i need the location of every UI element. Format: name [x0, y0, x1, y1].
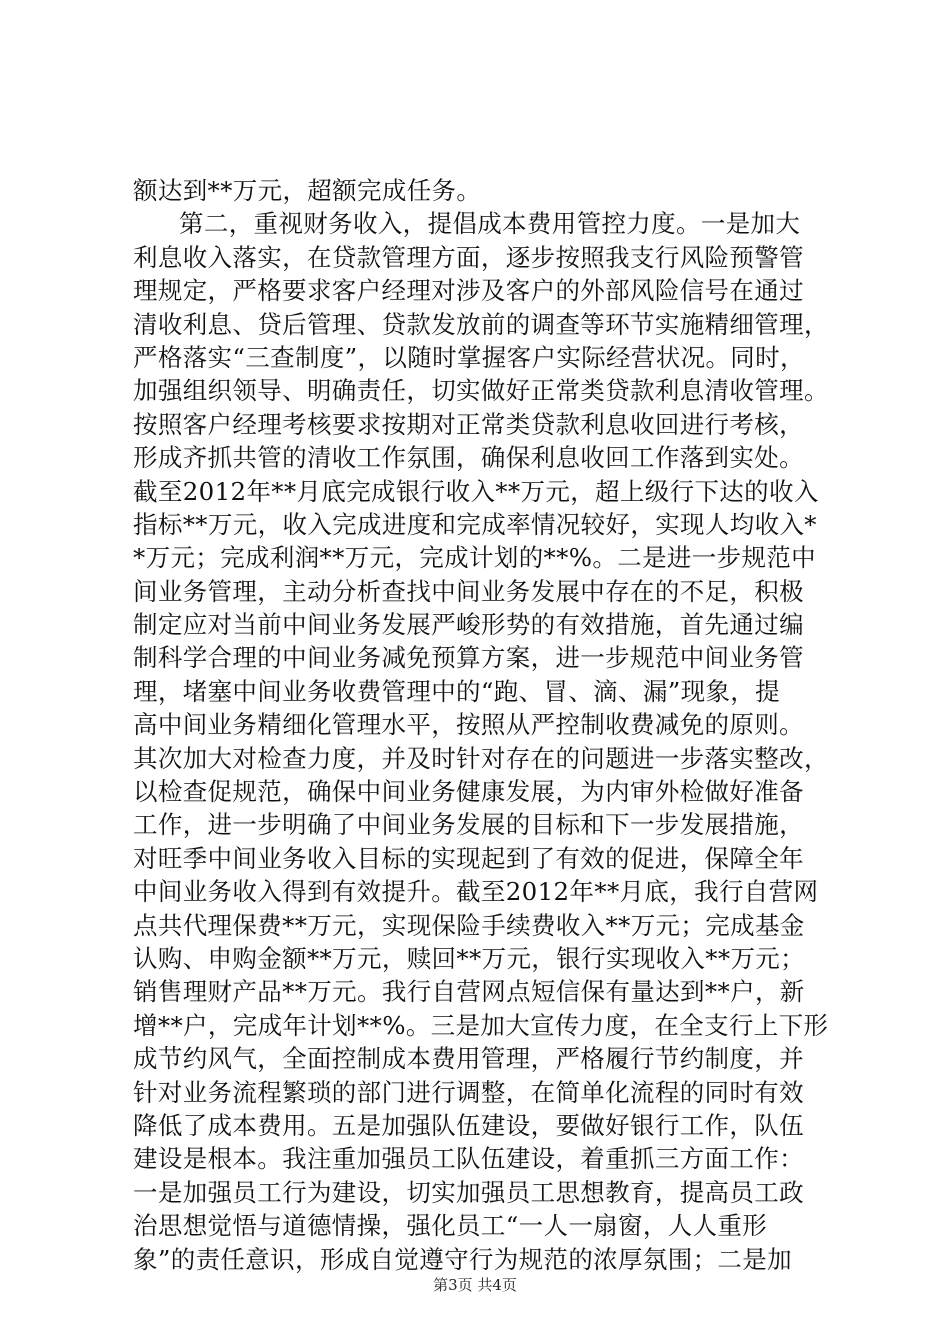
- text-line: 高中间业务精细化管理水平，按照从严控制收费减免的原则。: [133, 710, 804, 740]
- text-line: 清收利息、贷后管理、贷款发放前的调查等环节实施精细管理，: [133, 309, 829, 339]
- text-line: 形成齐抓共管的清收工作氛围，确保利息收回工作落到实处。: [133, 443, 804, 473]
- text-line: 指标**万元，收入完成进度和完成率情况较好，实现人均收入*: [133, 509, 817, 539]
- text-line: 截至2012年**月底完成银行收入**万元，超上级行下达的收入: [133, 476, 819, 506]
- text-line: 成节约风气，全面控制成本费用管理，严格履行节约制度，并: [133, 1044, 804, 1074]
- text-line: 认购、申购金额**万元，赎回**万元，银行实现收入**万元；: [133, 943, 805, 973]
- text-line: 理，堵塞中间业务收费管理中的“跑、冒、滴、漏”现象，提: [133, 676, 780, 706]
- text-line: 工作，进一步明确了中间业务发展的目标和下一步发展措施，: [133, 810, 804, 840]
- body-text: [133, 174, 833, 1276]
- text-line: 点共代理保费**万元，实现保险手续费收入**万元；完成基金: [133, 910, 805, 940]
- text-line: 制定应对当前中间业务发展严峻形势的有效措施，首先通过编: [133, 610, 804, 640]
- page-footer: [0, 1276, 950, 1294]
- text-line: *万元；完成利润**万元，完成计划的**%。二是进一步规范中: [133, 543, 817, 573]
- text-line: 对旺季中间业务收入目标的实现起到了有效的促进，保障全年: [133, 843, 804, 873]
- text-line: 降低了成本费用。五是加强队伍建设，要做好银行工作，队伍: [133, 1110, 804, 1140]
- text-line: 治思想觉悟与道德情操，强化员工“一人一扇窗，人人重形: [133, 1211, 768, 1241]
- text-line: 制科学合理的中间业务减免预算方案，进一步规范中间业务管: [133, 643, 804, 673]
- text-line: 针对业务流程繁琐的部门进行调整，在简单化流程的同时有效: [133, 1077, 804, 1107]
- text-line: 以检查促规范，确保中间业务健康发展，为内审外检做好准备: [133, 777, 804, 807]
- text-line: 严格落实“三查制度”，以随时掌握客户实际经营状况。同时，: [133, 342, 805, 372]
- text-line: 第二，重视财务收入，提倡成本费用管控力度。一是加大: [179, 209, 801, 239]
- text-line: 销售理财产品**万元。我行自营网点短信保有量达到**户，新: [133, 977, 805, 1007]
- text-line: 建设是根本。我注重加强员工队伍建设，着重抓三方面工作：: [133, 1144, 804, 1174]
- text-line: 一是加强员工行为建设，切实加强员工思想教育，提高员工政: [133, 1177, 804, 1207]
- text-line: 间业务管理，主动分析查找中间业务发展中存在的不足，积极: [133, 576, 804, 606]
- text-line: 中间业务收入得到有效提升。截至2012年**月底，我行自营网: [133, 877, 819, 907]
- text-line: 其次加大对检查力度，并及时针对存在的问题进一步落实整改，: [133, 743, 829, 773]
- text-line: 加强组织领导、明确责任，切实做好正常类贷款利息清收管理。: [133, 376, 829, 406]
- text-line: 按照客户经理考核要求按期对正常类贷款利息收回进行考核，: [133, 409, 804, 439]
- text-line: 理规定，严格要求客户经理对涉及客户的外部风险信号在通过: [133, 276, 804, 306]
- text-line: 象”的责任意识，形成自觉遵守行为规范的浓厚氛围；二是加: [133, 1244, 792, 1274]
- page-number-label: 第3页 共4页: [433, 1276, 517, 1294]
- text-line: 增**户，完成年计划**%。三是加大宣传力度，在全支行上下形: [133, 1010, 829, 1040]
- text-line: 额达到**万元，超额完成任务。: [133, 176, 482, 205]
- text-line: 利息收入落实，在贷款管理方面，逐步按照我支行风险预警管: [133, 242, 804, 272]
